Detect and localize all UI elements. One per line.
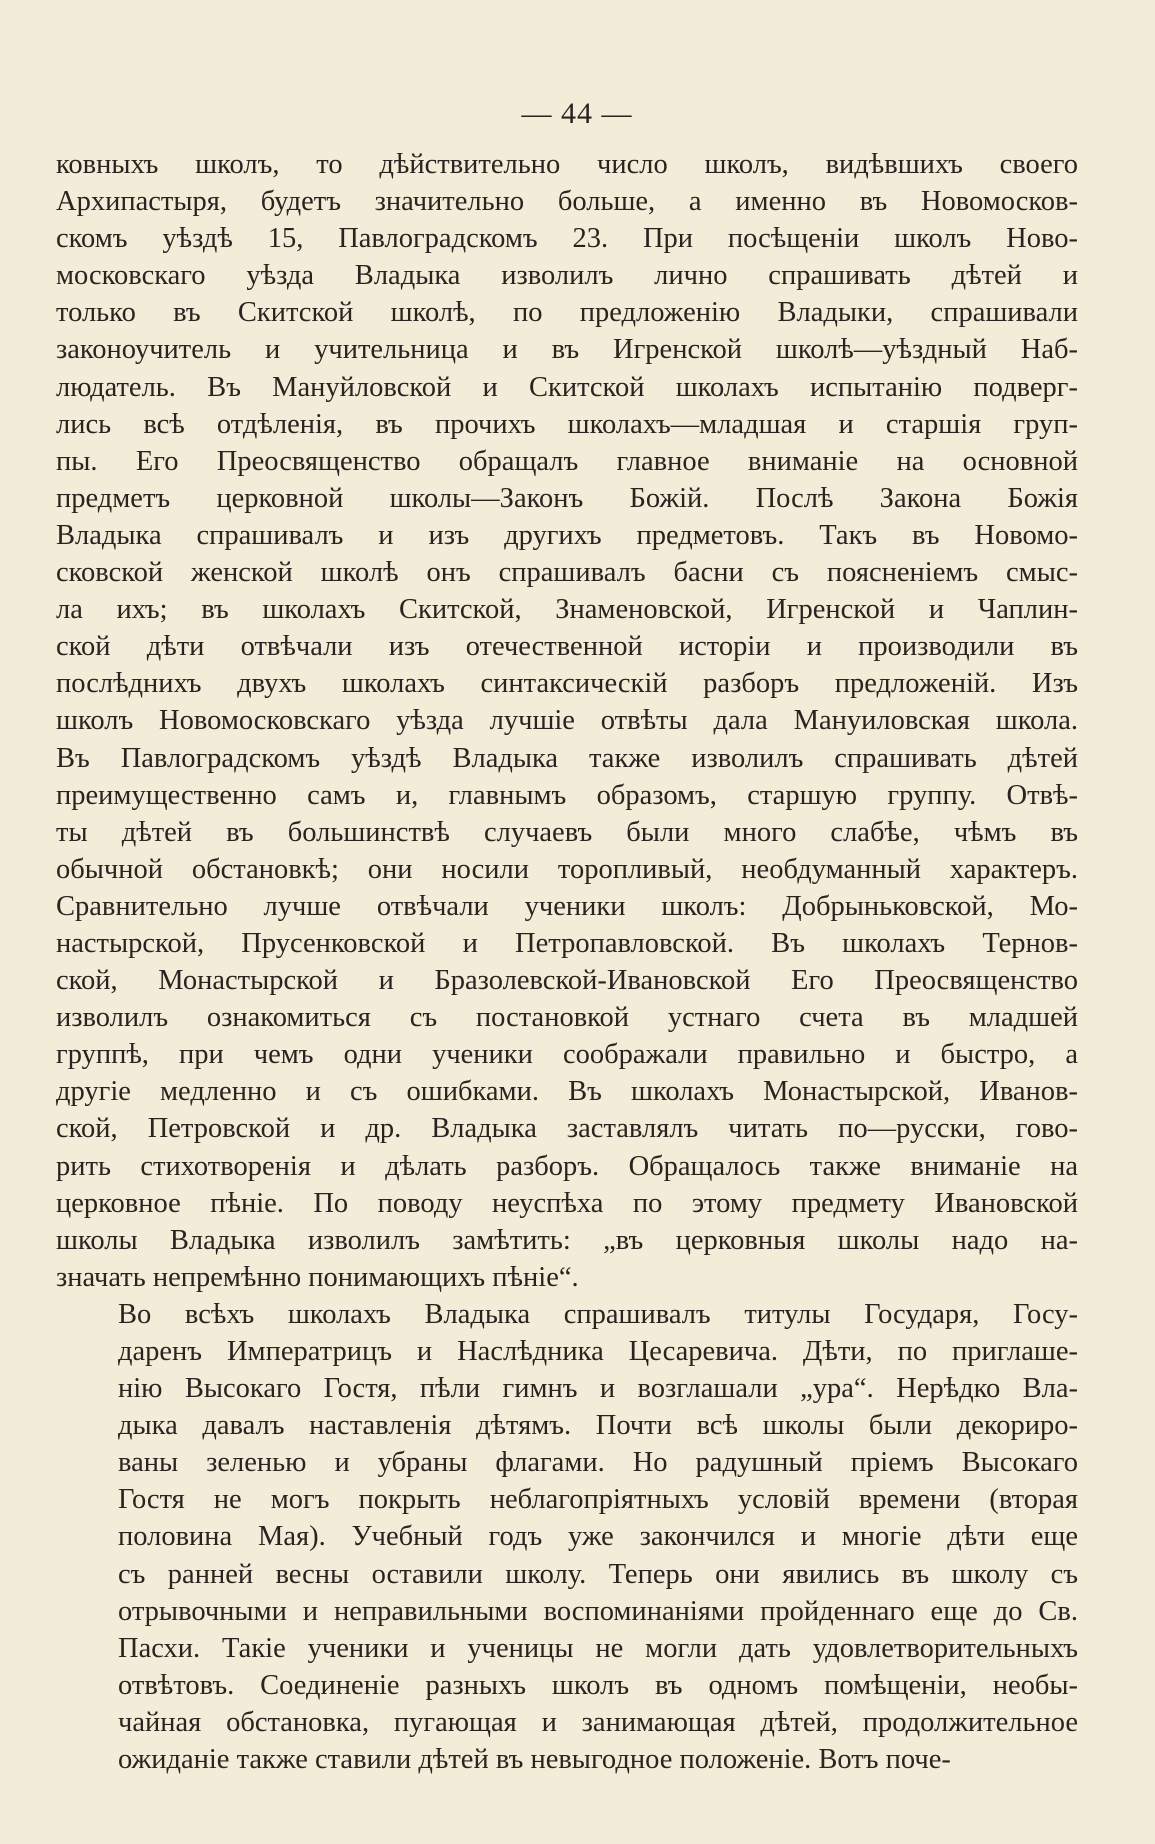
text-line: ты дѣтей въ большинствѣ случаевъ были много слабѣе, чѣмъ въ xyxy=(56,816,1078,848)
text-line: изволилъ ознакомиться съ постановкой устнаго счета въ младшей xyxy=(56,1002,1078,1034)
text-line: нію Высокаго Гостя, пѣли гимнъ и возглашали „ура“. Нерѣдко Вла- xyxy=(118,1373,1078,1405)
text-line: законоучитель и учительница и въ Игренской школѣ—уѣздный Наб- xyxy=(56,334,1078,366)
text-line: Архипастыря, будетъ значительно больше, а именно въ Новомосков- xyxy=(56,186,1078,218)
paragraph xyxy=(56,146,1078,1296)
text-line: московскаго уѣзда Владыка изволилъ лично спрашивать дѣтей и xyxy=(56,260,1078,292)
text-line: сковской женской школѣ онъ спрашивалъ басни съ поясненіемъ смыс- xyxy=(56,557,1078,589)
text-line: съ ранней весны оставили школу. Теперь они явились въ школу съ xyxy=(118,1558,1078,1590)
text-line: только въ Скитской школѣ, по предложенію Владыки, спрашивали xyxy=(56,297,1078,329)
text-line: Владыка спрашивалъ и изъ другихъ предметовъ. Такъ въ Новомо- xyxy=(56,519,1078,551)
text-line: ожиданіе также ставили дѣтей въ невыгодное положеніе. Вотъ поче- xyxy=(118,1744,951,1776)
text-line: послѣднихъ двухъ школахъ синтаксическій разборъ предложеній. Изъ xyxy=(56,668,1078,700)
text-line: школъ Новомосковскаго уѣзда лучшіе отвѣты дала Мануиловская школа. xyxy=(56,705,1078,737)
text-line: обычной обстановкѣ; они носили торопливый, необдуманный характеръ. xyxy=(56,853,1078,885)
text-line: отрывочными и неправильными воспоминаніями пройденнаго еще до Св. xyxy=(118,1595,1078,1627)
text-line: настырской, Прусенковской и Петропавловской. Въ школахъ Тернов- xyxy=(56,927,1078,959)
text-line: другіе медленно и съ ошибками. Въ школахъ Монастырской, Иванов- xyxy=(56,1076,1078,1108)
text-line: Въ Павлоградскомъ уѣздѣ Владыка также изволилъ спрашивать дѣтей xyxy=(56,742,1078,774)
text-line: отвѣтовъ. Соединеніе разныхъ школъ въ одномъ помѣщеніи, необы- xyxy=(118,1669,1078,1701)
text-line: Пасхи. Такіе ученики и ученицы не могли дать удовлетворительныхъ xyxy=(118,1632,1078,1664)
text-line: пы. Его Преосвященство обращалъ главное вниманіе на основной xyxy=(56,445,1078,477)
text-line: Во всѣхъ школахъ Владыка спрашивалъ титулы Государя, Госу- xyxy=(118,1298,1078,1330)
text-line: преимущественно самъ и, главнымъ образомъ, старшую группу. Отвѣ- xyxy=(56,779,1078,811)
text-line: церковное пѣніе. По поводу неуспѣха по этому предмету Ивановской xyxy=(56,1187,1078,1219)
text-line: ской, Петровской и др. Владыка заставлялъ читать по—русски, гово- xyxy=(56,1113,1078,1145)
paragraph xyxy=(56,1296,1078,1778)
text-line: Гостя не могъ покрыть неблагопріятныхъ условій времени (вторая xyxy=(118,1484,1078,1516)
text-line: школы Владыка изволилъ замѣтить: „въ церковныя школы надо на- xyxy=(56,1224,1078,1256)
text-line: даренъ Императрицъ и Наслѣдника Цесаревича. Дѣти, по приглаше- xyxy=(118,1336,1078,1367)
text-line: ковныхъ школъ, то дѣйствительно число школъ, видѣвшихъ своего xyxy=(56,149,1078,180)
page-number: — 44 — xyxy=(521,97,633,130)
text-line: ской, Монастырской и Бразолевской-Ивановской Его Преосвященство xyxy=(56,965,1078,997)
text-line: людатель. Въ Мануйловской и Скитской школахъ испытанію подверг- xyxy=(56,371,1078,403)
text-line: чайная обстановка, пугающая и занимающая дѣтей, продолжительное xyxy=(118,1706,1078,1738)
text-line: предметъ церковной школы—Законъ Божій. Послѣ Закона Божія xyxy=(56,482,1078,514)
text-line: Сравнительно лучше отвѣчали ученики школъ: Добрыньковской, Мо- xyxy=(56,890,1078,922)
text-line: половина Мая). Учебный годъ уже закончился и многіе дѣти еще xyxy=(118,1521,1078,1553)
body-text xyxy=(56,146,1078,1778)
text-line: ской дѣти отвѣчали изъ отечественной исторіи и производили въ xyxy=(56,631,1078,663)
text-line: скомъ уѣздѣ 15, Павлоградскомъ 23. При посѣщеніи школъ Ново- xyxy=(56,223,1078,255)
text-line: группѣ, при чемъ одни ученики соображали правильно и быстро, а xyxy=(56,1039,1078,1071)
text-line: дыка давалъ наставленія дѣтямъ. Почти всѣ школы были декориро- xyxy=(118,1410,1078,1442)
text-line: рить стихотворенія и дѣлать разборъ. Обращалось также вниманіе на xyxy=(56,1150,1078,1182)
text-line: ваны зеленью и убраны флагами. Но радушный пріемъ Высокаго xyxy=(118,1447,1078,1479)
text-line: ла ихъ; въ школахъ Скитской, Знаменовской, Игренской и Чаплин- xyxy=(56,594,1078,626)
text-line: значать непремѣнно понимающихъ пѣніе“. xyxy=(56,1261,579,1293)
text-line: лись всѣ отдѣленія, въ прочихъ школахъ—младшая и старшія груп- xyxy=(56,408,1078,440)
